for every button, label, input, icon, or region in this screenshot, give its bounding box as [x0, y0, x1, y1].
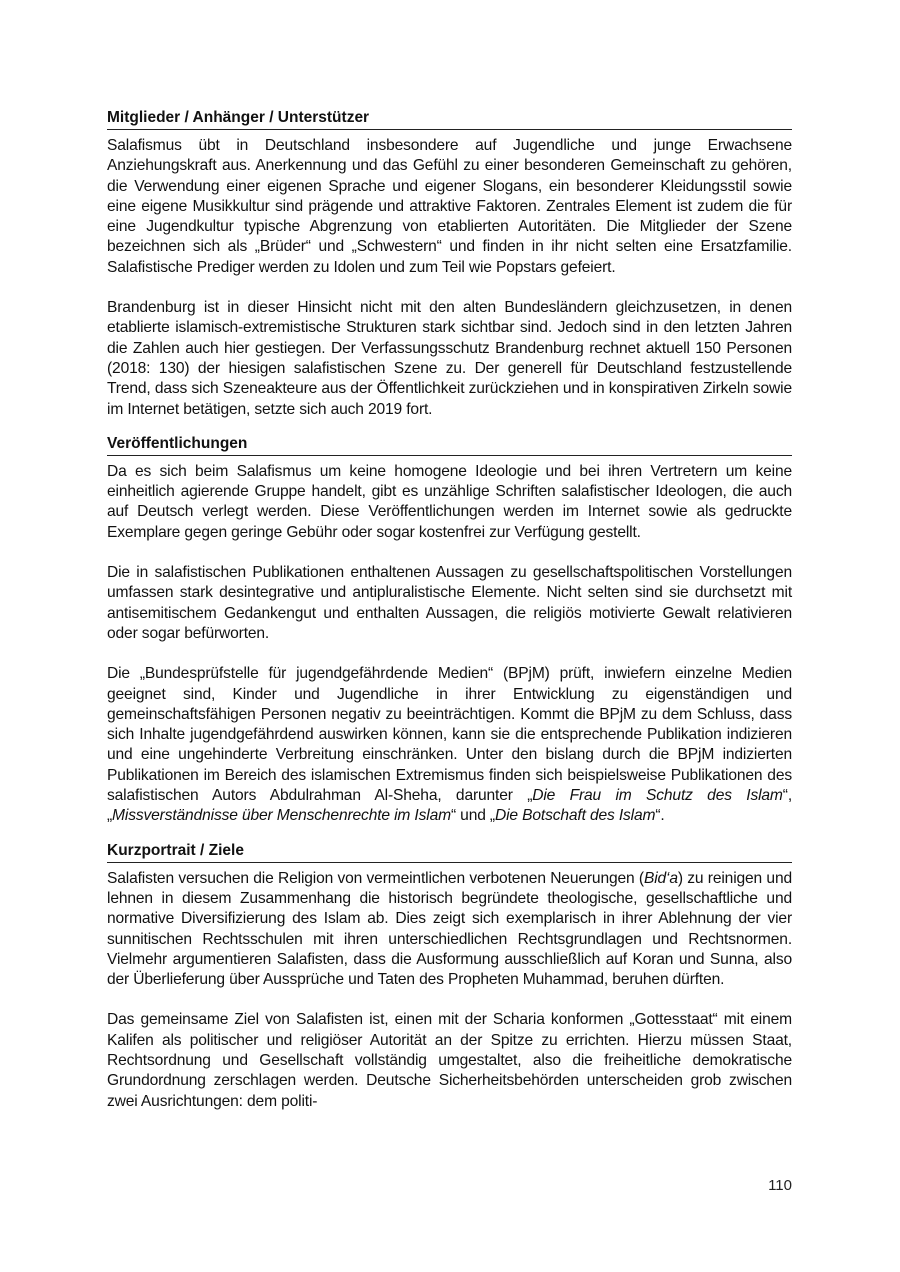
body-paragraph: Brandenburg ist in dieser Hinsicht nicht mit den alten Bundesländern gleichzusetzen, in denen etablierte islamisch-extremistische Strukturen stark sichtbar sind. Jedoch sind in den letzten Jahren die Zahlen auch hier gestiegen. Der Verfassungsschutz Brandenburg rechnet aktuell 150 Personen (2018: 130) der hiesigen salafistischen Szene zu. Der generell für Deutschland festzustellende Trend, dass sich Szeneakteure aus der Öffentlichkeit zurückziehen und in konspirativen Zirkeln sowie im Internet betätigen, setzte sich auch 2019 fort. — [107, 299, 792, 418]
body-paragraph-bpjm — [107, 664, 792, 826]
section-heading: Kurzportrait / Ziele — [107, 841, 792, 863]
section-publications — [107, 434, 792, 827]
body-paragraph — [107, 869, 792, 991]
section-profile-goals — [107, 841, 792, 1112]
paragraph-text: “, „ — [107, 787, 793, 825]
paragraph-text: “. — [655, 807, 665, 825]
publication-title: Missverständnisse über Menschenrechte im Islam — [112, 807, 451, 825]
paragraph-text: Salafisten versuchen die Religion von vermeintlichen verbotenen Neuerungen ( — [107, 869, 644, 887]
section-members — [107, 108, 792, 420]
section-heading: Mitglieder / Anhänger / Unterstützer — [107, 108, 792, 130]
page-content — [107, 108, 792, 1112]
page-number: 110 — [768, 1177, 792, 1194]
body-paragraph: Die in salafistischen Publikationen enthaltenen Aussagen zu gesellschaftspolitischen Vorstellungen umfassen stark desintegrative und antipluralistische Elemente. Nicht selten sind sie durchsetzt mit antisemitischem Gedankengut und enthalten Aussagen, die religiös motivierte Gewalt relativieren oder sogar befürworten. — [107, 564, 792, 642]
body-paragraph: Salafismus übt in Deutschland insbesondere auf Jugendliche und junge Erwachsene Anziehungskraft aus. Anerkennung und das Gefühl zu einer besonderen Gemeinschaft zu gehören, die Verwendung einer eigenen Sprache und eigener Slogans, ein besonderer Kleidungsstil sowie eine eigene Musikkultur sind prägende und attraktive Faktoren. Zentrales Element ist zudem die für eine Jugendkultur typische Abgrenzung von etablierten Autoritäten. Die Mitglieder der Szene bezeichnen sich als „Brüder“ und „Schwestern“ und finden in ihr nicht selten eine Ersatzfamilie. Salafistische Prediger werden zu Idolen und zum Teil wie Popstars gefeiert. — [107, 137, 792, 276]
term-bida: Bid‘a — [643, 869, 678, 887]
publication-title: Die Frau im Schutz des Islam — [532, 787, 783, 805]
paragraph-text: Die „Bundesprüfstelle für jugendgefährdende Medien“ (BPjM) prüft, inwiefern einzelne Medien geeignet sind, Kinder und Jugendliche in ihrer Entwicklung zu eigenständigen und gemeinschaftsfähigen Personen negativ zu beeinträchtigen. Kommt die BPjM zu dem Schluss, dass sich Inhalte jugendgefährdend auswirken können, kann sie die entsprechende Publikation indizieren und eine ungehinderte Verbreitung einschränken. Unter den bislang durch die BPjM indizierten Publikationen im Bereich des islamischen Extremismus finden sich beispielsweise Publikationen des salafistischen Autors Abdulrahman Al-Sheha, darunter „ — [107, 665, 792, 805]
body-paragraph: Da es sich beim Salafismus um keine homogene Ideologie und bei ihren Vertretern um keine einheitlich agierende Gruppe handelt, gibt es unzählige Schriften salafistischer Ideologen, die auch auf Deutsch verlegt werden. Diese Veröffentlichungen werden im Internet sowie als gedruckte Exemplare gegen geringe Gebühr oder sogar kostenfrei zur Verfügung gestellt. — [107, 462, 792, 541]
publication-title: Die Botschaft des Islam — [494, 807, 656, 825]
section-heading: Veröffentlichungen — [107, 434, 792, 456]
paragraph-text: ) zu reinigen und lehnen in diesem Zusammenhang die historisch begründete theologische, gesellschaftliche und normative Diversifizierung des Islam ab. Dies zeigt sich exemplarisch in ihrer Ablehnung der vier sunnitischen Rechtsschulen mit ihren unterschiedlichen Rechtsgrundlagen und Rechtsnormen. Vielmehr argumentieren Salafisten, dass die Ausformung ausschließlich auf Koran und Sunna, also der Überlieferung über Aussprüche und Taten des Propheten Muhammad, beruhen dürften. — [107, 869, 792, 989]
body-paragraph: Das gemeinsame Ziel von Salafisten ist, einen mit der Scharia konformen „Gottesstaat“ mit einem Kalifen als politischer und religiöser Autorität an der Spitze zu errichten. Hierzu müssen Staat, Rechtsordnung und Gesellschaft vollständig umgestaltet, also die freiheitliche demokratische Grundordnung zerschlagen werden. Deutsche Sicherheitsbehörden unterscheiden grob zwischen zwei Ausrichtungen: dem politi- — [107, 1011, 792, 1110]
paragraph-text: “ und „ — [450, 807, 495, 825]
